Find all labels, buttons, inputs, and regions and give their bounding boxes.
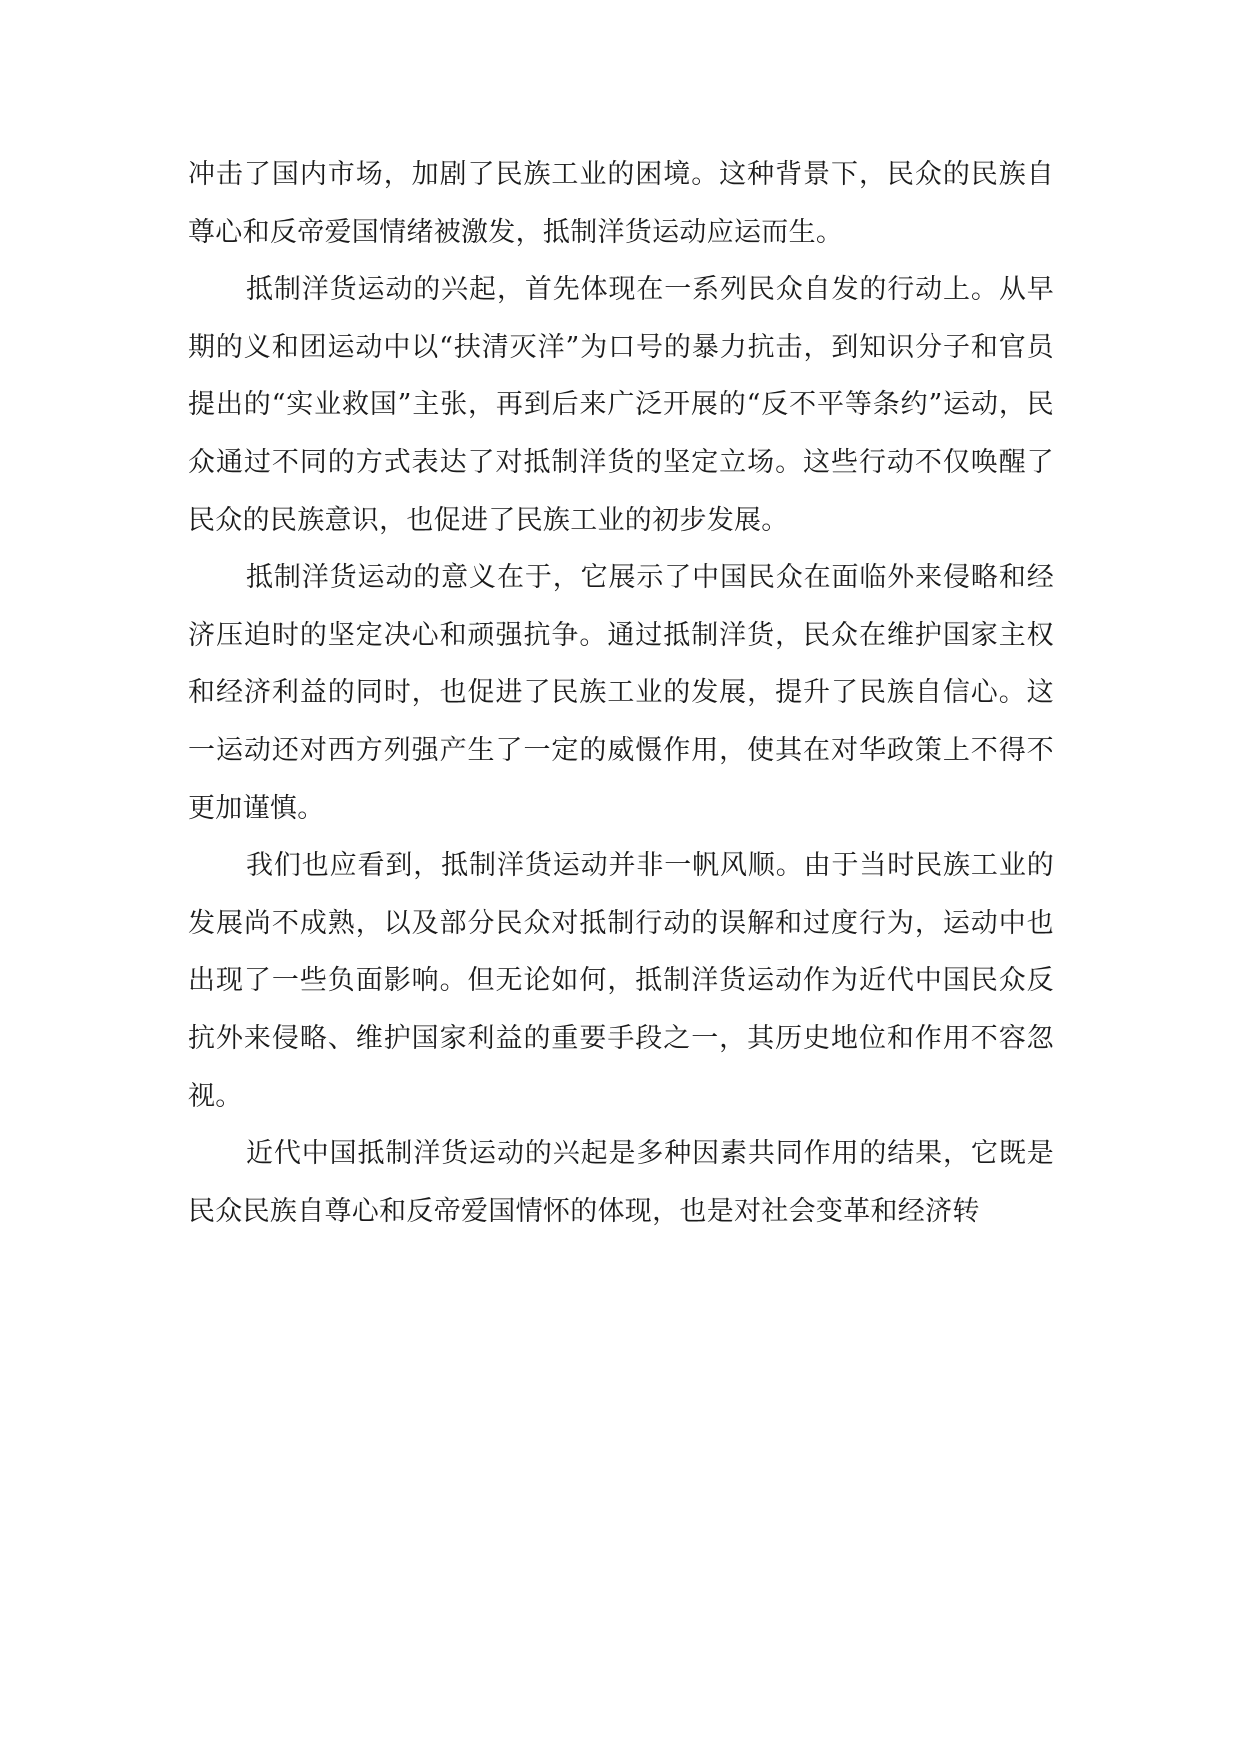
paragraph-2: 抵制洋货运动的兴起，首先体现在一系列民众自发的行动上。从早期的义和团运动中以“扶清灭洋”为口号的暴力抗击，到知识分子和官员提出的“实业救国”主张，再到后来广泛开展的“反不平等条约”运动，民众通过不同的方式表达了对抵制洋货的坚定立场。这些行动不仅唤醒了民众的民族意识，也促进了民族工业的初步发展。 [188, 274, 1054, 536]
paragraph-1: 冲击了国内市场，加剧了民族工业的困境。这种背景下，民众的民族自尊心和反帝爱国情绪被激发，抵制洋货运动应运而生。 [188, 159, 1054, 248]
paragraph-3: 抵制洋货运动的意义在于，它展示了中国民众在面临外来侵略和经济压迫时的坚定决心和顽强抗争。通过抵制洋货，民众在维护国家主权和经济利益的同时，也促进了民族工业的发展，提升了民族自信心。这一运动还对西方列强产生了一定的威慑作用，使其在对华政策上不得不更加谨慎。 [188, 562, 1054, 824]
paragraph-5: 近代中国抵制洋货运动的兴起是多种因素共同作用的结果，它既是民众民族自尊心和反帝爱国情怀的体现，也是对社会变革和经济转 [188, 1138, 1054, 1227]
body-text [188, 146, 1054, 1240]
paragraph-4: 我们也应看到，抵制洋货运动并非一帆风顺。由于当时民族工业的发展尚不成熟，以及部分民众对抵制行动的误解和过度行为，运动中也出现了一些负面影响。但无论如何，抵制洋货运动作为近代中国民众反抗外来侵略、维护国家利益的重要手段之一，其历史地位和作用不容忽视。 [188, 850, 1054, 1112]
